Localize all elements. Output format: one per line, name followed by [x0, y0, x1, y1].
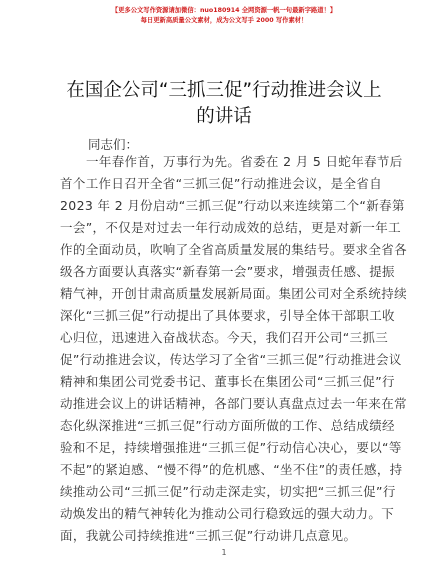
- body-line: 级各方面要认真落实“新春第一会”要求，增强责任感、提振: [60, 264, 395, 279]
- body-line: 验和不足，持续增强推进“三抓三促”行动信心决心，要以“等: [60, 440, 402, 455]
- body-line: 首个工作日召开全省“三抓三促”行动推进会议，是全省自: [60, 176, 383, 191]
- body-line: 2023 年 2 月份启动“三抓三促”行动以来连续第二个“新春第: [60, 198, 405, 213]
- page-number: 1: [221, 548, 227, 557]
- body-line: 续推动公司“三抓三促”行动走深走实，切实把“三抓三促”行: [60, 484, 396, 499]
- body-line: 深化“三抓三促”行动提出了具体要求，引导全体干部职工收: [60, 308, 395, 323]
- document-title: 在国企公司“三抓三促”行动推进会议上的讲话: [66, 80, 382, 127]
- body-line: 促”行动推进会议，传达学习了全省“三抓三促”行动推进会议: [60, 352, 402, 367]
- promo-banner-line1: 【更多公文写作资源请加微信：nuo180914 全网资源一帆一句最新字路道！】: [111, 7, 337, 14]
- body-line: 面，我就公司持续推进“三抓三促”行动讲几点意见。: [60, 528, 357, 543]
- body-line: 作的全面动员，吹响了全省高质量发展的集结号。要求全省各: [60, 242, 407, 257]
- body-line: 不起”的紧迫感、“慢不得”的危机感、“坐不住”的责任感，持: [60, 462, 403, 477]
- body-paragraph: [60, 151, 407, 547]
- body-line: 一年春作首，万事行为先。省委在 2 月 5 日蛇年春节后: [86, 154, 403, 169]
- greeting: 同志们：: [88, 137, 139, 152]
- body-line: 心归位，迅速进入奋战状态。今天，我们召开公司“三抓三: [60, 330, 389, 345]
- body-line: 一会”，不仅是对过去一年行动成效的总结，更是对新一年工: [60, 220, 401, 235]
- body-line: 精气神，开创甘肃高质量发展新局面。集团公司对全系统持续: [60, 286, 407, 301]
- promo-banner-line2: 每日更新高质量公文素材，成为公文写手 2000 写作素材！: [140, 17, 308, 24]
- body-line: 精神和集团公司党委书记、董事长在集团公司“三抓三促”行: [60, 374, 395, 389]
- body-line: 态化纵深推进“三抓三促”行动方面所做的工作、总结成绩经: [60, 418, 395, 433]
- body-line: 动推进会议上的讲话精神，各部门要认真盘点过去一年来在常: [60, 396, 407, 411]
- promo-banner: [0, 6, 448, 26]
- body-line: 动焕发出的精气神转化为推动公司行稳致远的强大动力。下: [60, 506, 395, 521]
